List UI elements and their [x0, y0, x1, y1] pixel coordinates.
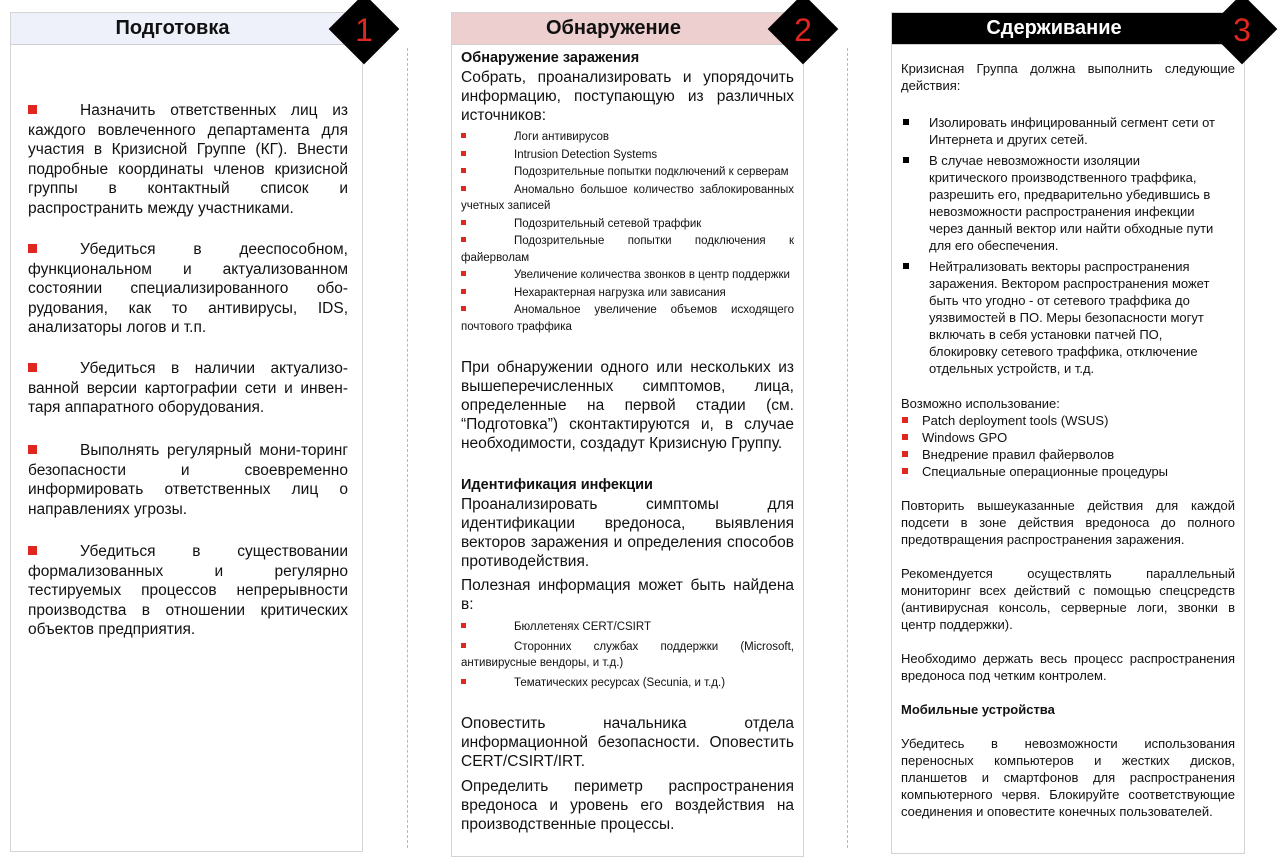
possible-use-label: Возможно использование:	[901, 396, 1060, 411]
preparation-item: Убедиться в наличии актуализо-ванной версии картографии сети и инвен-таря аппаратного оборудования.	[28, 360, 348, 416]
perimeter-paragraph: Определить периметр распространения вредоноса и уровень его воздействия на производственные процессы.	[461, 778, 794, 833]
black-bullet-icon	[903, 119, 909, 125]
useful-info-paragraph: Полезная информация может быть найдена в:	[461, 577, 794, 613]
list-item: Бюллетенях CERT/CSIRT	[461, 619, 794, 636]
preparation-title: Подготовка	[115, 17, 230, 39]
red-bullet-icon	[461, 306, 466, 311]
black-bullet-icon	[903, 263, 909, 269]
containment-title: Сдерживание	[986, 17, 1122, 39]
red-bullet-icon	[902, 434, 908, 440]
list-item: Внедрение правил файерволов	[901, 446, 1235, 463]
red-bullet-icon	[461, 679, 466, 684]
control-paragraph: Необходимо держать весь процесс распространения вредоноса под четким контролем.	[901, 651, 1235, 683]
detection-title: Обнаружение	[546, 17, 681, 39]
red-bullet-icon	[28, 445, 37, 454]
list-item: Intrusion Detection Systems	[461, 147, 794, 164]
list-item: Логи антивирусов	[461, 129, 794, 146]
black-bullet-icon	[903, 157, 909, 163]
red-bullet-icon	[461, 220, 466, 225]
red-bullet-icon	[461, 643, 466, 648]
detection-header	[452, 13, 803, 45]
containment-intro: Кризисная Группа должна выполнить следующие действия:	[901, 61, 1235, 93]
list-item: Нейтрализовать векторы распространения заражения. Вектором распространения может быть что угодно - от сетевого траффика до уязвимостей в ПО. Меры безопасности могут включать в себя установки патчей ПО, блокировку сетевого траффика, отключение отдельных устройств, и т.д.	[901, 258, 1219, 377]
preparation-item: Назначить ответственных лиц из каждого вовлеченного департамента для участия в Кризисной Группе (КГ). Внести подробные координаты членов кризисной группы в контактный список и распространить между участниками.	[28, 102, 348, 217]
red-bullet-icon	[902, 451, 908, 457]
step-number-3: 3	[1233, 11, 1251, 48]
red-bullet-icon	[461, 133, 466, 138]
list-item: Подозрительный сетевой траффик	[461, 216, 794, 233]
identification-paragraph: Проанализировать симптомы для идентификации вредоноса, выявления векторов заражения и определения способов противодействия.	[461, 496, 794, 570]
list-item: Увеличение количества звонков в центр поддержки	[461, 267, 794, 284]
sources-list	[461, 129, 794, 335]
red-bullet-icon	[902, 417, 908, 423]
tools-list	[901, 412, 1235, 480]
red-bullet-icon	[28, 546, 37, 555]
preparation-item: Убедиться в существовании формализованных и регулярно тестируемых процессов непрерывности производства в отношении критических объектов предприятия.	[28, 543, 348, 638]
detection-content	[461, 50, 794, 834]
red-bullet-icon	[28, 105, 37, 114]
red-bullet-icon	[461, 623, 466, 628]
mobile-paragraph: Убедитесь в невозможности использования переносных компьютеров и жестких дисков, планшетов и смартфонов для распространения компьютерного червя. Блокируйте соответствующие соединения и оповестите конечных пользователей.	[901, 736, 1235, 819]
containment-content	[901, 60, 1235, 820]
infection-intro: Собрать, проанализировать и упорядочить информацию, поступающую из различных источников:	[461, 69, 794, 124]
symptoms-paragraph: При обнаружении одного или нескольких из вышеперечисленных симптомов, лица, определенные на первой стадии (см. “Подготовка”) сконтактируются и, в случае необходимости, создадут Кризисную Группу.	[461, 359, 794, 452]
list-item: Тематических ресурсах (Secunia, и т.д.)	[461, 675, 794, 692]
red-bullet-icon	[461, 168, 466, 173]
step-number-2: 2	[794, 11, 812, 48]
list-item: Нехарактерная нагрузка или зависания	[461, 285, 794, 302]
list-item: Сторонних службах поддержки (Microsoft, антивирусные вендоры, и т.д.)	[461, 640, 794, 669]
list-item: В случае невозможности изоляции критического производственного траффика, разрешить его, предварительно убедившись в невозможности распространения инфекции через данный вектор или найти обходные пути для его обеспечения.	[901, 152, 1219, 254]
actions-list	[901, 114, 1235, 377]
identification-heading: Идентификация инфекции	[461, 477, 653, 493]
red-bullet-icon	[28, 363, 37, 372]
step-number-1: 1	[355, 11, 373, 48]
list-item: Patch deployment tools (WSUS)	[901, 412, 1235, 429]
list-item: Аномально большое количество заблокированных учетных записей	[461, 183, 794, 212]
red-bullet-icon	[461, 186, 466, 191]
preparation-item: Выполнять регулярный мони-торинг безопасности и своевременно информировать ответственных лиц о направлениях угрозы.	[28, 442, 348, 518]
red-bullet-icon	[28, 244, 37, 253]
red-bullet-icon	[461, 289, 466, 294]
infection-heading: Обнаружение заражения	[461, 50, 640, 66]
red-bullet-icon	[461, 151, 466, 156]
preparation-item: Убедиться в дееспособном, функциональном и актуализованном состоянии специализированного обо-рудования, как то антивирусы, IDS, анализаторы логов и т.п.	[28, 241, 348, 336]
containment-header	[892, 13, 1244, 45]
mobile-heading: Мобильные устройства	[901, 702, 1055, 717]
red-bullet-icon	[461, 271, 466, 276]
repeat-paragraph: Повторить вышеуказанные действия для каждой подсети в зоне действия вредоноса до полного предотвращения распространения заражения.	[901, 498, 1235, 547]
preparation-header	[11, 13, 362, 45]
list-item: Изолировать инфицированный сегмент сети от Интернета и других сетей.	[901, 114, 1219, 148]
list-item: Windows GPO	[901, 429, 1235, 446]
list-item: Подозрительные попытки подключения к файерволам	[461, 235, 794, 264]
red-bullet-icon	[902, 468, 908, 474]
list-item: Подозрительные попытки подключений к серверам	[461, 164, 794, 181]
list-item: Специальные операционные процедуры	[901, 463, 1235, 480]
list-item: Аномальное увеличение объемов исходящего почтового траффика	[461, 304, 794, 333]
red-bullet-icon	[461, 237, 466, 242]
column-divider-2	[847, 48, 848, 848]
info-sources-list	[461, 619, 794, 691]
column-divider-1	[407, 48, 408, 848]
monitoring-paragraph: Рекомендуется осуществлять параллельный мониторинг всех действий с помощью спецсредств (антивирусная консоль, серверные логи, звонки в центр поддержки).	[901, 566, 1235, 632]
notify-paragraph: Оповестить начальника отдела информационной безопасности. Оповестить CERT/CSIRT/IRT.	[461, 715, 794, 770]
